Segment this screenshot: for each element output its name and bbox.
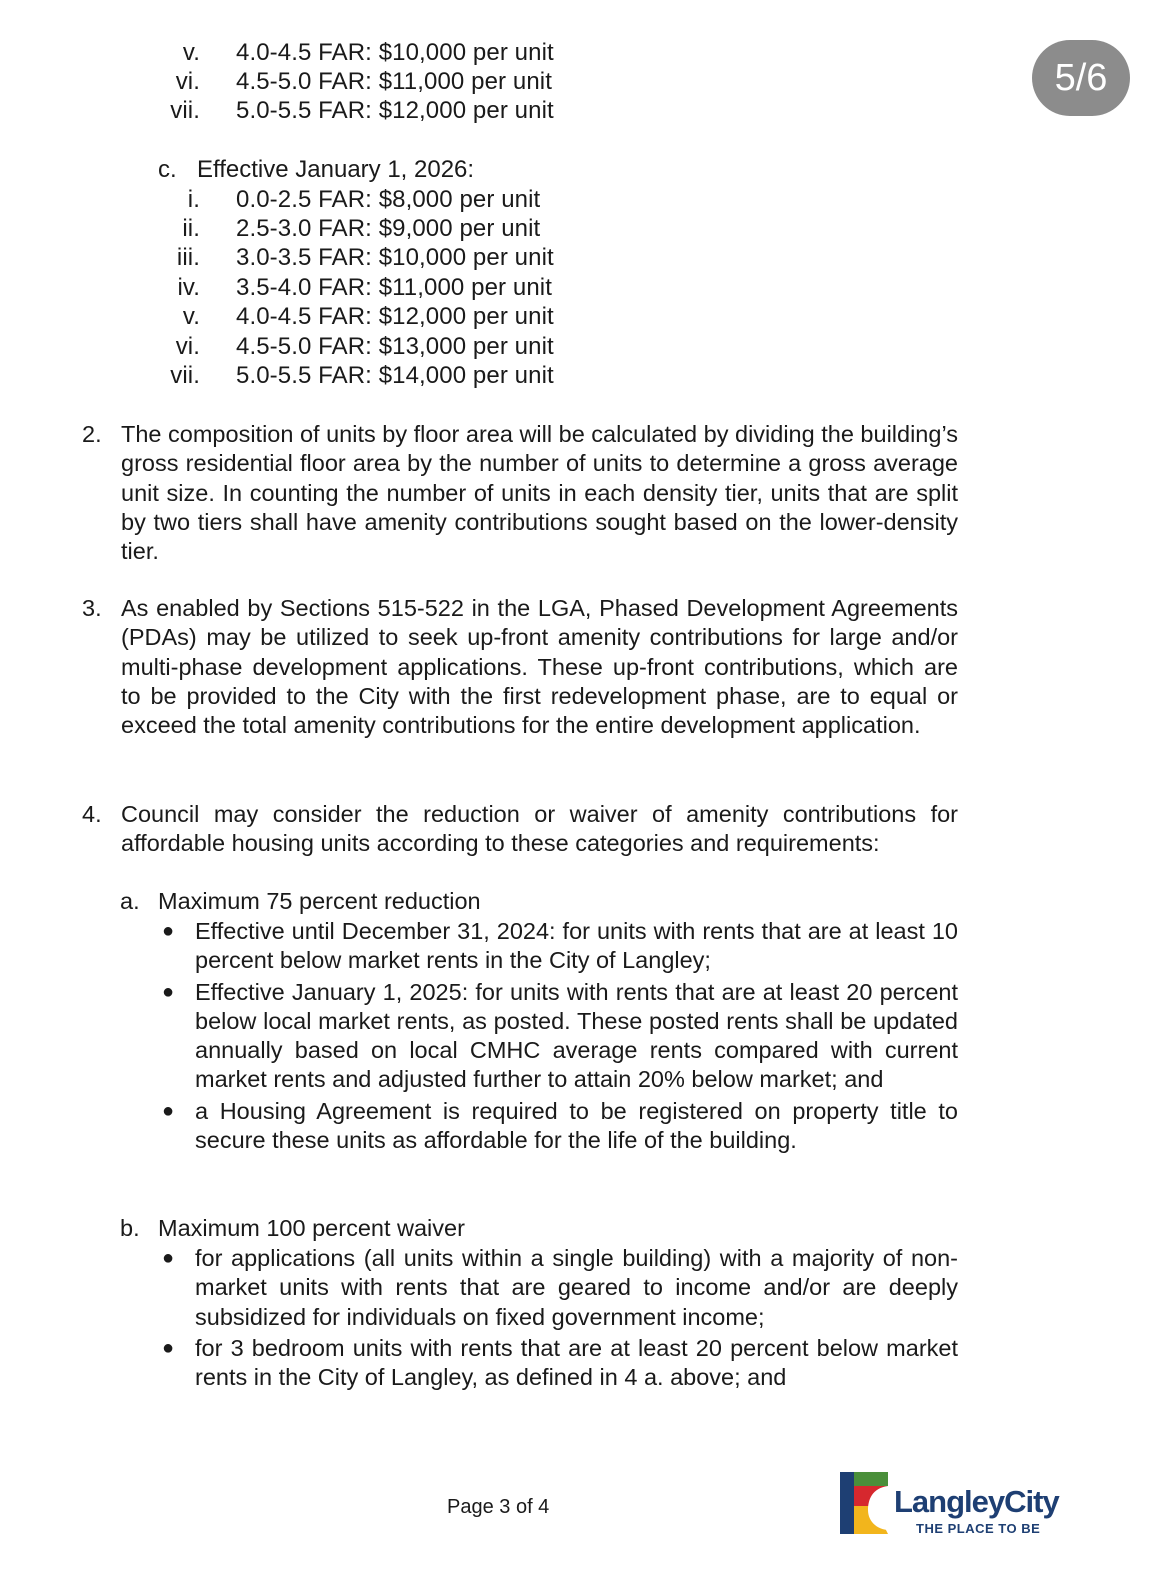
bullet-icon: ●: [162, 980, 175, 1003]
list-item: ● Effective January 1, 2025: for units with rents that are at least 20 percent below local market rents, as posted. These posted rents shall be updated annually based on local CMHC average rents compared with current market rents and adjusted further to attain 20% below market; and: [162, 978, 958, 1095]
section-4b-heading: b. Maximum 100 percent waiver: [120, 1215, 465, 1241]
list-item: iv. 3.5-4.0 FAR: $11,000 per unit: [177, 273, 552, 301]
page-indicator-badge: [1032, 40, 1130, 116]
bullet-icon: ●: [162, 1336, 175, 1359]
list-item: vi. 4.5-5.0 FAR: $13,000 per unit: [175, 332, 554, 360]
list-item: vi. 4.5-5.0 FAR: $11,000 per unit: [175, 68, 552, 96]
far-rate-list-b-tail: [0, 38, 1000, 126]
bullet-icon: ●: [162, 1099, 175, 1122]
list-item: v. 4.0-4.5 FAR: $12,000 per unit: [182, 303, 554, 331]
list-item: ● a Housing Agreement is required to be registered on property title to secure these units as affordable for the life of the building.: [162, 1097, 958, 1156]
list-item: i. 0.0-2.5 FAR: $8,000 per unit: [187, 185, 541, 213]
logo-wordmark: LangleyCity: [894, 1484, 1059, 1519]
logo-tagline: THE PLACE TO BE: [916, 1521, 1041, 1536]
list-item: iii. 3.0-3.5 FAR: $10,000 per unit: [176, 244, 554, 272]
section-4a-bullets: [162, 917, 958, 1157]
section-4b-bullets: [162, 1244, 958, 1394]
far-rate-list-c: [0, 185, 1000, 391]
section-4a-heading: a. Maximum 75 percent reduction: [120, 888, 481, 914]
list-item: vii. 5.0-5.5 FAR: $14,000 per unit: [170, 362, 554, 390]
langley-city-logo: [838, 1470, 1078, 1540]
bullet-icon: ●: [162, 920, 175, 942]
list-item: v. 4.0-4.5 FAR: $10,000 per unit: [182, 38, 554, 66]
paragraph-3: 3. As enabled by Sections 515-522 in the LGA, Phased Development Agreements (PDAs) may be utilized to seek up-front amenity contributions for large and/or multi-phase development applications. These up-front contributions, which are to be provided to the City with the first redevelopment phase, are to equal or exceed the total amenity contributions for the entire development application.: [82, 595, 958, 739]
langley-city-logo-mark-icon: [838, 1470, 900, 1536]
list-item: ● for 3 bedroom units with rents that are at least 20 percent below market rents in the City of Langley, as defined in 4 a. above; and: [162, 1334, 958, 1393]
list-item: ● Effective until December 31, 2024: for units with rents that are at least 10 percent below market rents in the City of Langley;: [162, 917, 958, 976]
page-indicator-text: 5/6: [1054, 56, 1108, 99]
list-item: ● for applications (all units within a single building) with a majority of non-market units with rents that are geared to income and/or are deeply subsidized for individuals on fixed government income;: [162, 1244, 958, 1332]
page-number-footer: Page 3 of 4: [447, 1496, 550, 1518]
list-item: ii. 2.5-3.0 FAR: $9,000 per unit: [182, 215, 541, 243]
section-c-heading: c. Effective January 1, 2026:: [158, 156, 475, 183]
bullet-icon: ●: [162, 1247, 175, 1269]
paragraph-2: 2. The composition of units by floor area will be calculated by dividing the building’s gross residential floor area by the number of units to determine a gross average unit size. In counting the number of units in each density tier, units that are split by two tiers shall have amenity contributions sought based on the lower-density tier.: [82, 421, 958, 565]
list-item: vii. 5.0-5.5 FAR: $12,000 per unit: [170, 97, 554, 125]
paragraph-4: 4. Council may consider the reduction or waiver of amenity contributions for affordable housing units according to these categories and requirements:: [82, 801, 958, 857]
